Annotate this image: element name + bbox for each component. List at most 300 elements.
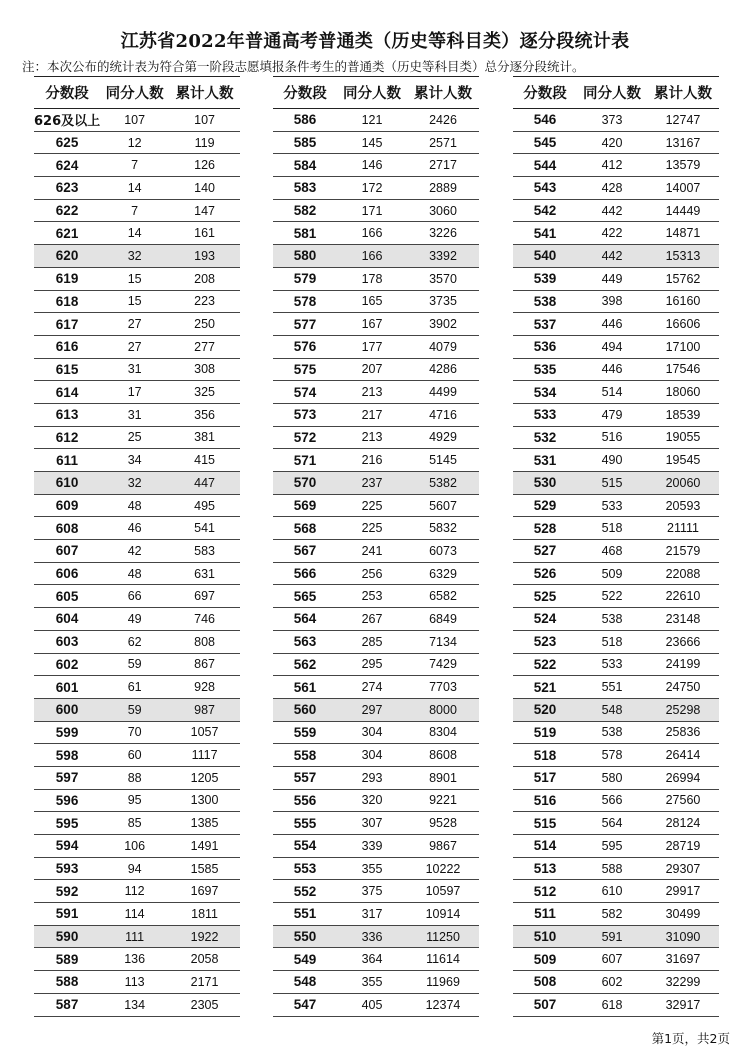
- score-cell: 513: [513, 857, 577, 880]
- table-row: [34, 653, 240, 676]
- cumulative-cell: 21111: [647, 517, 719, 540]
- table-row: [513, 222, 719, 245]
- table-row: [34, 993, 240, 1016]
- score-cell: 542: [513, 199, 577, 222]
- count-cell: 146: [337, 154, 407, 177]
- cumulative-cell: 15762: [647, 267, 719, 290]
- table-row: [34, 630, 240, 653]
- table-row: [34, 562, 240, 585]
- score-cell: 623: [34, 177, 100, 200]
- cumulative-cell: 27560: [647, 789, 719, 812]
- table-row: [513, 540, 719, 563]
- table-row: [34, 540, 240, 563]
- cumulative-cell: 5607: [407, 494, 479, 517]
- count-cell: 17: [100, 381, 169, 404]
- score-cell: 573: [273, 403, 337, 426]
- cumulative-cell: 5382: [407, 472, 479, 495]
- count-cell: 7: [100, 154, 169, 177]
- cumulative-cell: 2426: [407, 109, 479, 132]
- table-row: [273, 381, 479, 404]
- cumulative-cell: 3570: [407, 267, 479, 290]
- score-cell: 620: [34, 245, 100, 268]
- cumulative-cell: 16160: [647, 290, 719, 313]
- score-cell: 613: [34, 403, 100, 426]
- score-cell: 565: [273, 585, 337, 608]
- table-row: [34, 472, 240, 495]
- score-cell: 577: [273, 313, 337, 336]
- table-row: [273, 857, 479, 880]
- score-cell: 552: [273, 880, 337, 903]
- count-cell: 602: [577, 971, 647, 994]
- count-cell: 293: [337, 766, 407, 789]
- table-row: [273, 925, 479, 948]
- score-cell: 598: [34, 744, 100, 767]
- score-cell: 515: [513, 812, 577, 835]
- cumulative-cell: 4716: [407, 403, 479, 426]
- score-cell: 585: [273, 131, 337, 154]
- cumulative-cell: 5832: [407, 517, 479, 540]
- cumulative-cell: 140: [169, 177, 240, 200]
- cumulative-cell: 22088: [647, 562, 719, 585]
- cumulative-cell: 2571: [407, 131, 479, 154]
- header-count: 同分人数: [577, 77, 647, 109]
- count-cell: 225: [337, 494, 407, 517]
- count-cell: 253: [337, 585, 407, 608]
- cumulative-cell: 19545: [647, 449, 719, 472]
- score-cell: 587: [34, 993, 100, 1016]
- cumulative-cell: 1117: [169, 744, 240, 767]
- cumulative-cell: 208: [169, 267, 240, 290]
- score-cell: 527: [513, 540, 577, 563]
- count-cell: 607: [577, 948, 647, 971]
- cumulative-cell: 415: [169, 449, 240, 472]
- score-cell: 611: [34, 449, 100, 472]
- score-cell: 580: [273, 245, 337, 268]
- table-row: [34, 313, 240, 336]
- table-row: [34, 358, 240, 381]
- table-row: [513, 335, 719, 358]
- score-cell: 546: [513, 109, 577, 132]
- table-row: [513, 789, 719, 812]
- count-cell: 405: [337, 993, 407, 1016]
- cumulative-cell: 15313: [647, 245, 719, 268]
- count-cell: 564: [577, 812, 647, 835]
- count-cell: 355: [337, 971, 407, 994]
- count-cell: 618: [577, 993, 647, 1016]
- count-cell: 533: [577, 653, 647, 676]
- score-cell: 621: [34, 222, 100, 245]
- count-cell: 165: [337, 290, 407, 313]
- cumulative-cell: 11250: [407, 925, 479, 948]
- header-score: 分数段: [273, 77, 337, 109]
- score-cell: 535: [513, 358, 577, 381]
- table-row: [273, 630, 479, 653]
- table-row: [34, 925, 240, 948]
- cumulative-cell: 31697: [647, 948, 719, 971]
- cumulative-cell: 1385: [169, 812, 240, 835]
- count-cell: 320: [337, 789, 407, 812]
- cumulative-cell: 22610: [647, 585, 719, 608]
- table-header-row: [34, 77, 240, 109]
- cumulative-cell: 541: [169, 517, 240, 540]
- cumulative-cell: 1205: [169, 766, 240, 789]
- score-cell: 583: [273, 177, 337, 200]
- cumulative-cell: 26414: [647, 744, 719, 767]
- cumulative-cell: 31090: [647, 925, 719, 948]
- count-cell: 446: [577, 313, 647, 336]
- count-cell: 14: [100, 222, 169, 245]
- score-cell: 569: [273, 494, 337, 517]
- count-cell: 304: [337, 721, 407, 744]
- table-row: [34, 744, 240, 767]
- count-cell: 285: [337, 630, 407, 653]
- table-row: [34, 267, 240, 290]
- score-cell: 538: [513, 290, 577, 313]
- score-cell: 601: [34, 676, 100, 699]
- table-row: [34, 426, 240, 449]
- table-row: [273, 245, 479, 268]
- header-count: 同分人数: [337, 77, 407, 109]
- table-row: [513, 880, 719, 903]
- count-cell: 375: [337, 880, 407, 903]
- score-cell: 560: [273, 698, 337, 721]
- count-cell: 70: [100, 721, 169, 744]
- cumulative-cell: 24750: [647, 676, 719, 699]
- count-cell: 420: [577, 131, 647, 154]
- table-row: [34, 109, 240, 132]
- count-cell: 88: [100, 766, 169, 789]
- count-cell: 49: [100, 608, 169, 631]
- table-row: [513, 971, 719, 994]
- score-cell: 532: [513, 426, 577, 449]
- cumulative-cell: 356: [169, 403, 240, 426]
- table-row: [513, 721, 719, 744]
- score-cell: 566: [273, 562, 337, 585]
- count-cell: 46: [100, 517, 169, 540]
- count-cell: 256: [337, 562, 407, 585]
- table-row: [273, 403, 479, 426]
- cumulative-cell: 6582: [407, 585, 479, 608]
- count-cell: 428: [577, 177, 647, 200]
- score-cell: 603: [34, 630, 100, 653]
- table-row: [273, 267, 479, 290]
- table-row: [513, 517, 719, 540]
- count-cell: 27: [100, 335, 169, 358]
- cumulative-cell: 7429: [407, 653, 479, 676]
- count-cell: 398: [577, 290, 647, 313]
- table-row: [273, 154, 479, 177]
- cumulative-cell: 325: [169, 381, 240, 404]
- score-cell: 595: [34, 812, 100, 835]
- count-cell: 106: [100, 835, 169, 858]
- count-cell: 442: [577, 199, 647, 222]
- table-row: [273, 993, 479, 1016]
- count-cell: 509: [577, 562, 647, 585]
- count-cell: 114: [100, 903, 169, 926]
- score-cell: 581: [273, 222, 337, 245]
- table-row: [34, 789, 240, 812]
- cumulative-cell: 7134: [407, 630, 479, 653]
- count-cell: 582: [577, 903, 647, 926]
- count-cell: 518: [577, 630, 647, 653]
- header-count: 同分人数: [100, 77, 169, 109]
- table-row: [34, 698, 240, 721]
- count-cell: 317: [337, 903, 407, 926]
- count-cell: 207: [337, 358, 407, 381]
- count-cell: 113: [100, 971, 169, 994]
- count-cell: 295: [337, 653, 407, 676]
- cumulative-cell: 12747: [647, 109, 719, 132]
- count-cell: 177: [337, 335, 407, 358]
- cumulative-cell: 1585: [169, 857, 240, 880]
- header-cumulative: 累计人数: [169, 77, 240, 109]
- cumulative-cell: 8000: [407, 698, 479, 721]
- score-cell: 608: [34, 517, 100, 540]
- table-row: [34, 154, 240, 177]
- score-cell: 533: [513, 403, 577, 426]
- count-cell: 373: [577, 109, 647, 132]
- table-row: [273, 313, 479, 336]
- score-cell: 523: [513, 630, 577, 653]
- count-cell: 516: [577, 426, 647, 449]
- count-cell: 166: [337, 222, 407, 245]
- cumulative-cell: 867: [169, 653, 240, 676]
- cumulative-cell: 12374: [407, 993, 479, 1016]
- score-cell: 554: [273, 835, 337, 858]
- table-row: [513, 381, 719, 404]
- score-cell: 591: [34, 903, 100, 926]
- cumulative-cell: 28124: [647, 812, 719, 835]
- score-cell: 609: [34, 494, 100, 517]
- count-cell: 42: [100, 540, 169, 563]
- cumulative-cell: 14449: [647, 199, 719, 222]
- score-cell: 579: [273, 267, 337, 290]
- table-row: [513, 562, 719, 585]
- cumulative-cell: 14871: [647, 222, 719, 245]
- cumulative-cell: 2058: [169, 948, 240, 971]
- count-cell: 267: [337, 608, 407, 631]
- cumulative-cell: 11969: [407, 971, 479, 994]
- score-cell: 547: [273, 993, 337, 1016]
- score-cell: 526: [513, 562, 577, 585]
- count-cell: 121: [337, 109, 407, 132]
- count-cell: 62: [100, 630, 169, 653]
- table-row: [273, 199, 479, 222]
- score-cell: 584: [273, 154, 337, 177]
- cumulative-cell: 2717: [407, 154, 479, 177]
- score-cell: 594: [34, 835, 100, 858]
- score-cell: 520: [513, 698, 577, 721]
- table-row: [513, 426, 719, 449]
- count-cell: 32: [100, 245, 169, 268]
- table-row: [34, 222, 240, 245]
- score-cell: 597: [34, 766, 100, 789]
- table-row: [513, 358, 719, 381]
- cumulative-cell: 28719: [647, 835, 719, 858]
- table-body: [273, 109, 479, 1017]
- cumulative-cell: 11614: [407, 948, 479, 971]
- header-cumulative: 累计人数: [647, 77, 719, 109]
- table-row: [34, 971, 240, 994]
- count-cell: 112: [100, 880, 169, 903]
- table-row: [34, 494, 240, 517]
- score-cell: 606: [34, 562, 100, 585]
- count-cell: 66: [100, 585, 169, 608]
- cumulative-cell: 2889: [407, 177, 479, 200]
- cumulative-cell: 10222: [407, 857, 479, 880]
- table-row: [513, 835, 719, 858]
- count-cell: 95: [100, 789, 169, 812]
- score-cell: 625: [34, 131, 100, 154]
- count-cell: 479: [577, 403, 647, 426]
- score-cell: 564: [273, 608, 337, 631]
- score-cell: 510: [513, 925, 577, 948]
- count-cell: 237: [337, 472, 407, 495]
- cumulative-cell: 16606: [647, 313, 719, 336]
- cumulative-cell: 697: [169, 585, 240, 608]
- score-cell: 556: [273, 789, 337, 812]
- table-row: [273, 585, 479, 608]
- table-row: [273, 222, 479, 245]
- cumulative-cell: 8304: [407, 721, 479, 744]
- table-row: [34, 449, 240, 472]
- table-row: [273, 449, 479, 472]
- cumulative-cell: 631: [169, 562, 240, 585]
- score-cell: 604: [34, 608, 100, 631]
- cumulative-cell: 107: [169, 109, 240, 132]
- table-row: [273, 494, 479, 517]
- count-cell: 494: [577, 335, 647, 358]
- cumulative-cell: 8901: [407, 766, 479, 789]
- table-header-row: [513, 77, 719, 109]
- score-cell: 568: [273, 517, 337, 540]
- table-row: [273, 608, 479, 631]
- cumulative-cell: 9528: [407, 812, 479, 835]
- score-cell: 588: [34, 971, 100, 994]
- count-cell: 442: [577, 245, 647, 268]
- count-cell: 339: [337, 835, 407, 858]
- table-row: [273, 948, 479, 971]
- cumulative-cell: 19055: [647, 426, 719, 449]
- table-row: [513, 313, 719, 336]
- count-cell: 449: [577, 267, 647, 290]
- count-cell: 166: [337, 245, 407, 268]
- score-cell: 519: [513, 721, 577, 744]
- count-cell: 14: [100, 177, 169, 200]
- table-row: [34, 245, 240, 268]
- cumulative-cell: 26994: [647, 766, 719, 789]
- cumulative-cell: 808: [169, 630, 240, 653]
- table-row: [513, 403, 719, 426]
- header-score: 分数段: [34, 77, 100, 109]
- count-cell: 61: [100, 676, 169, 699]
- score-cell: 599: [34, 721, 100, 744]
- cumulative-cell: 583: [169, 540, 240, 563]
- table-row: [273, 971, 479, 994]
- table-row: [513, 766, 719, 789]
- score-cell: 525: [513, 585, 577, 608]
- cumulative-cell: 3902: [407, 313, 479, 336]
- cumulative-cell: 4286: [407, 358, 479, 381]
- table-row: [34, 857, 240, 880]
- count-cell: 34: [100, 449, 169, 472]
- table-row: [34, 381, 240, 404]
- count-cell: 25: [100, 426, 169, 449]
- score-cell: 536: [513, 335, 577, 358]
- score-cell: 615: [34, 358, 100, 381]
- cumulative-cell: 8608: [407, 744, 479, 767]
- cumulative-cell: 147: [169, 199, 240, 222]
- score-cell: 592: [34, 880, 100, 903]
- cumulative-cell: 25836: [647, 721, 719, 744]
- score-cell: 618: [34, 290, 100, 313]
- count-cell: 297: [337, 698, 407, 721]
- cumulative-cell: 30499: [647, 903, 719, 926]
- score-cell: 537: [513, 313, 577, 336]
- table-row: [34, 131, 240, 154]
- count-cell: 27: [100, 313, 169, 336]
- count-cell: 15: [100, 290, 169, 313]
- table-row: [513, 925, 719, 948]
- score-cell: 531: [513, 449, 577, 472]
- score-cell: 626及以上: [34, 109, 100, 132]
- cumulative-cell: 495: [169, 494, 240, 517]
- cumulative-cell: 18060: [647, 381, 719, 404]
- cumulative-cell: 2171: [169, 971, 240, 994]
- table-row: [34, 948, 240, 971]
- table-row: [273, 517, 479, 540]
- table-row: [513, 630, 719, 653]
- table-row: [273, 698, 479, 721]
- score-cell: 596: [34, 789, 100, 812]
- table-row: [34, 517, 240, 540]
- table-row: [273, 653, 479, 676]
- count-cell: 551: [577, 676, 647, 699]
- count-cell: 364: [337, 948, 407, 971]
- count-cell: 48: [100, 494, 169, 517]
- table-row: [34, 335, 240, 358]
- table-row: [513, 608, 719, 631]
- table-row: [273, 131, 479, 154]
- cumulative-cell: 250: [169, 313, 240, 336]
- cumulative-cell: 17546: [647, 358, 719, 381]
- table-row: [513, 472, 719, 495]
- count-cell: 468: [577, 540, 647, 563]
- cumulative-cell: 10914: [407, 903, 479, 926]
- score-cell: 602: [34, 653, 100, 676]
- cumulative-cell: 447: [169, 472, 240, 495]
- table-row: [34, 177, 240, 200]
- table-row: [513, 177, 719, 200]
- table-row: [273, 358, 479, 381]
- score-cell: 616: [34, 335, 100, 358]
- table-row: [273, 766, 479, 789]
- cumulative-cell: 32917: [647, 993, 719, 1016]
- score-cell: 539: [513, 267, 577, 290]
- table-row: [513, 812, 719, 835]
- cumulative-cell: 746: [169, 608, 240, 631]
- count-cell: 274: [337, 676, 407, 699]
- cumulative-cell: 6073: [407, 540, 479, 563]
- count-cell: 136: [100, 948, 169, 971]
- count-cell: 578: [577, 744, 647, 767]
- score-cell: 571: [273, 449, 337, 472]
- score-cell: 600: [34, 698, 100, 721]
- cumulative-cell: 9221: [407, 789, 479, 812]
- table-row: [513, 245, 719, 268]
- table-row: [513, 903, 719, 926]
- table-row: [34, 585, 240, 608]
